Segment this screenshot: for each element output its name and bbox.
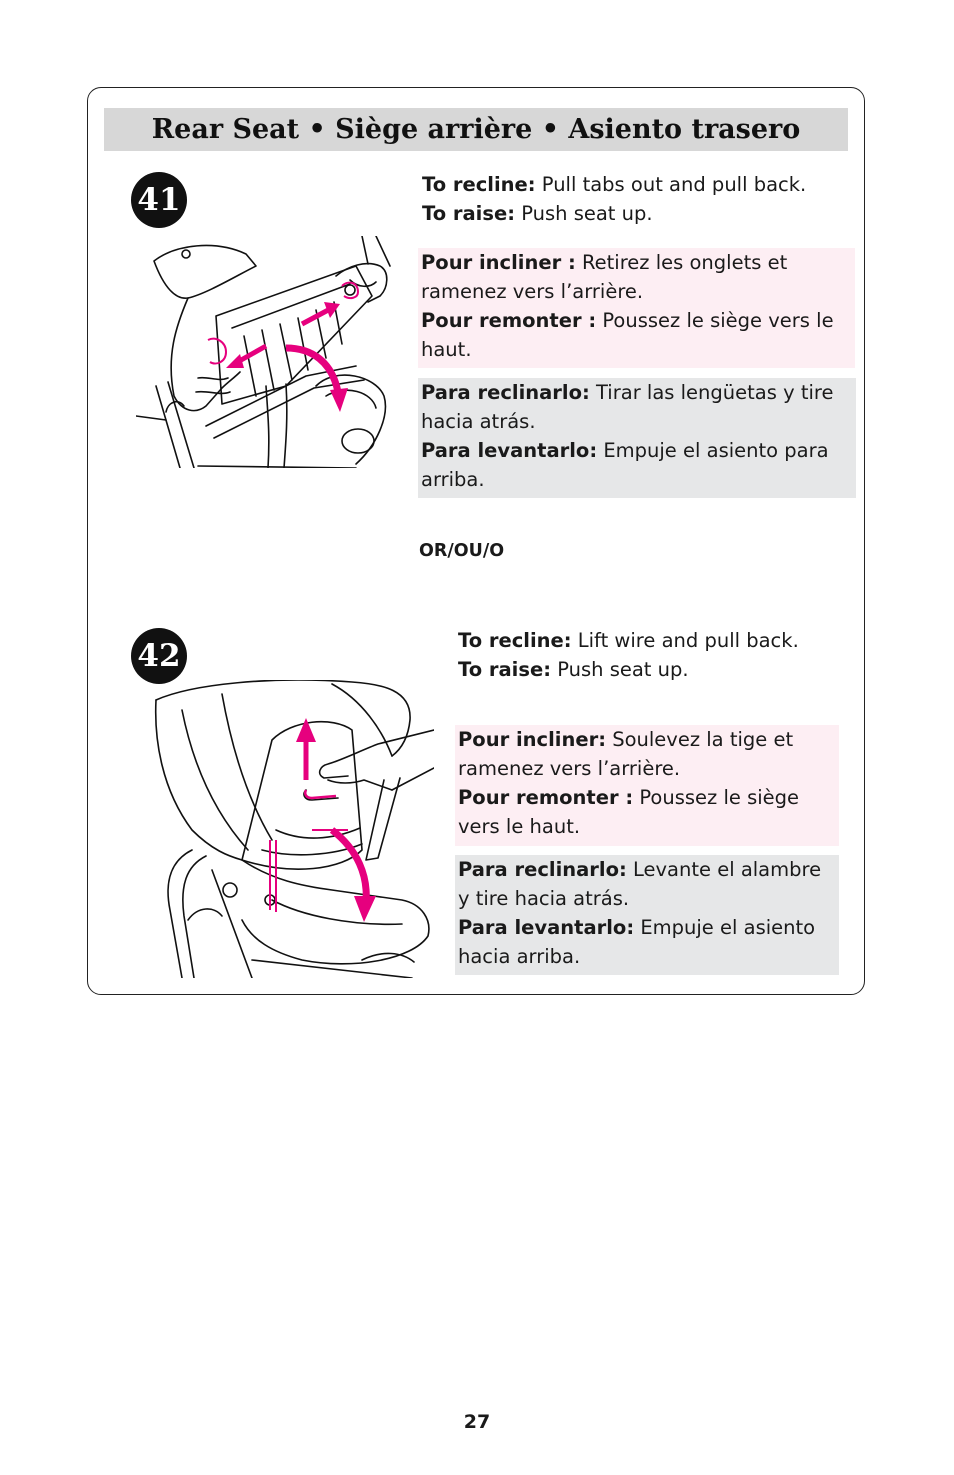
page-number: 27 xyxy=(463,1411,491,1433)
raise-text: Push seat up. xyxy=(515,202,653,225)
recline-text: Soulevez la tige et ramenez vers l’arrière. xyxy=(458,728,794,780)
recline-label: Para reclinarlo: xyxy=(421,381,590,404)
raise-label: To raise: xyxy=(458,658,551,681)
step-number-42: 42 xyxy=(131,628,187,684)
page-title: Rear Seat • Siège arrière • Asiento trasero xyxy=(104,108,848,151)
recline-text: Pull tabs out and pull back. xyxy=(535,173,807,196)
raise-label: Pour remonter : xyxy=(421,309,597,332)
raise-text: Push seat up. xyxy=(551,658,689,681)
step-42-english xyxy=(455,626,835,684)
step-number-41: 41 xyxy=(131,172,187,228)
alternative-separator: OR/OU/O xyxy=(419,541,505,561)
recline-text: Levante el alambre y tire hacia atrás. xyxy=(458,858,822,910)
raise-text: Empuje el asiento para arriba. xyxy=(421,439,829,491)
raise-label: To raise: xyxy=(422,202,515,225)
recline-text: Retirez les onglets et ramenez vers l’arrière. xyxy=(421,251,788,303)
step-41-illustration xyxy=(136,236,396,468)
recline-label: To recline: xyxy=(458,629,572,652)
raise-text: Poussez le siège vers le haut. xyxy=(458,786,800,838)
recline-text: Lift wire and pull back. xyxy=(571,629,799,652)
raise-label: Para levantarlo: xyxy=(458,916,635,939)
step-41-spanish xyxy=(418,378,856,498)
recline-text: Tirar las lengüetas y tire hacia atrás. xyxy=(421,381,834,433)
raise-label: Para levantarlo: xyxy=(421,439,598,462)
recline-label: Pour incliner : xyxy=(421,251,576,274)
raise-text: Poussez le siège vers le haut. xyxy=(421,309,834,361)
raise-text: Empuje el asiento hacia arriba. xyxy=(458,916,816,968)
step-41-english xyxy=(419,170,859,228)
step-42-illustration xyxy=(152,680,434,978)
recline-label: To recline: xyxy=(422,173,536,196)
recline-label: Para reclinarlo: xyxy=(458,858,627,881)
recline-label: Pour incliner: xyxy=(458,728,606,751)
step-42-spanish xyxy=(455,855,839,975)
step-41-french xyxy=(418,248,855,368)
step-42-french xyxy=(455,725,839,846)
raise-label: Pour remonter : xyxy=(458,786,634,809)
